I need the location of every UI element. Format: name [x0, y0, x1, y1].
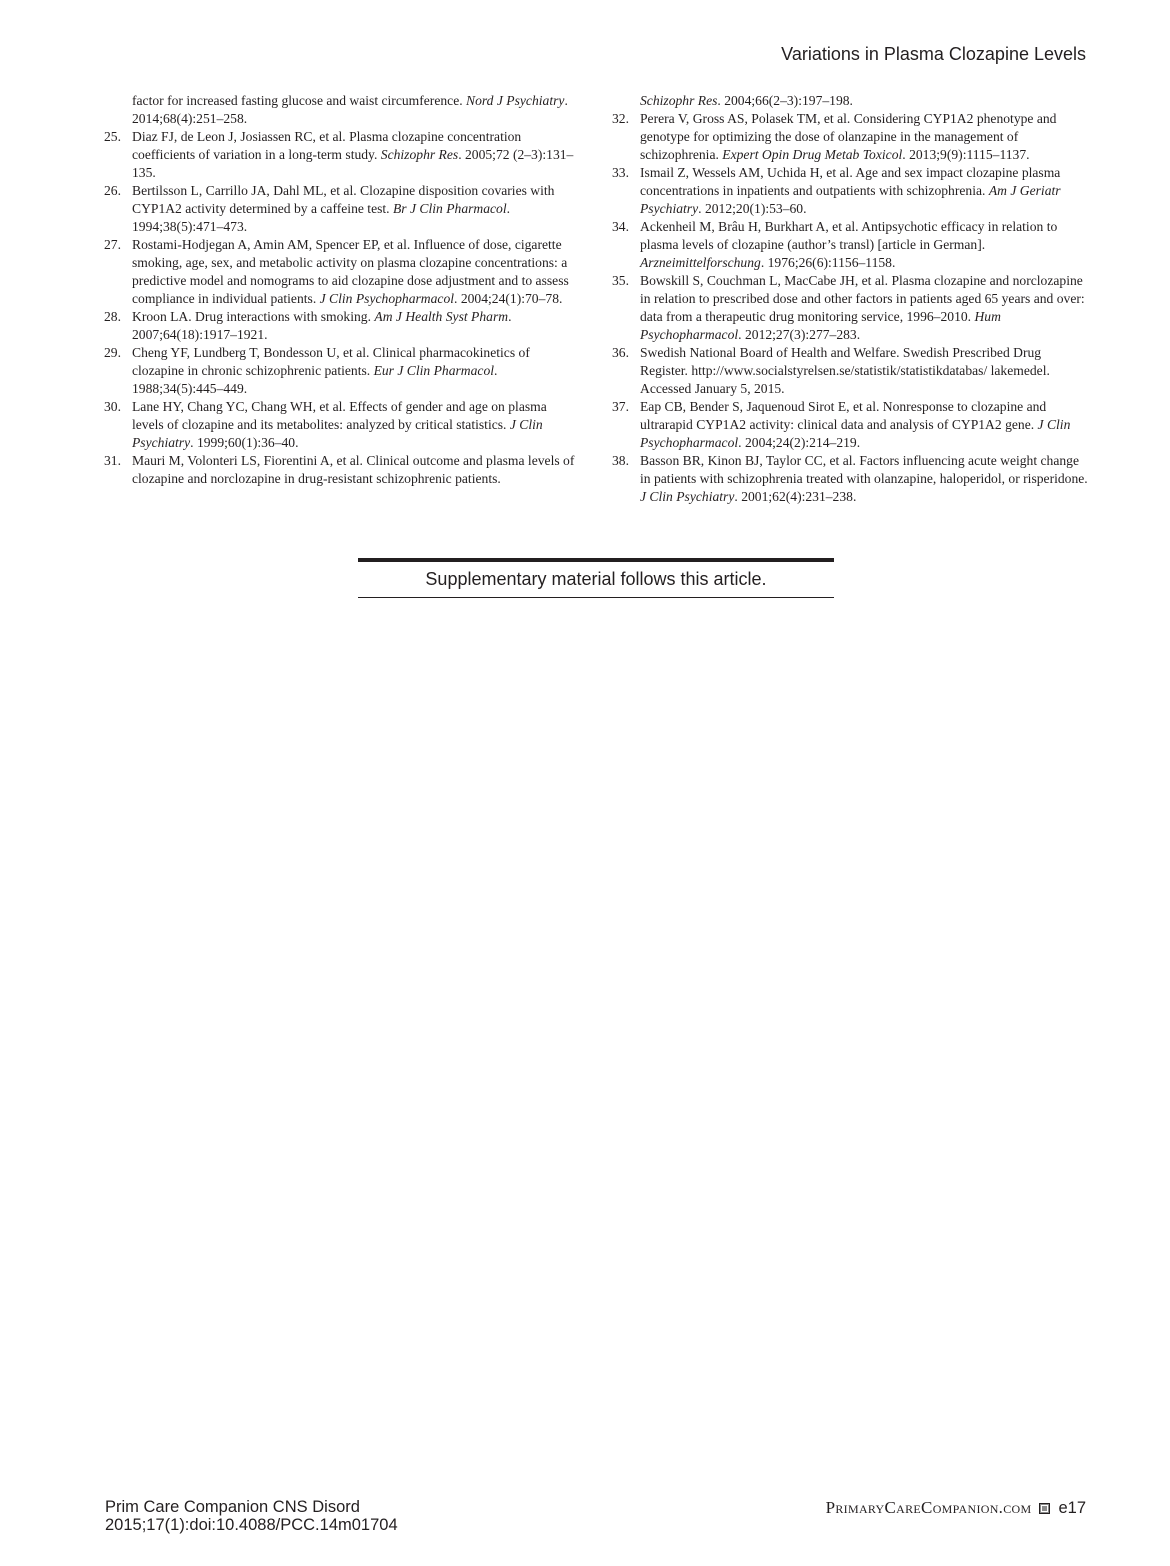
running-head-title: Variations in Plasma Clozapine Levels — [781, 44, 1086, 64]
reference-journal: J Clin Psychopharmacol — [319, 291, 455, 306]
reference-segment: Cheng YF, Lundberg T, Bondesson U, et al. Clinical pharmacokinetics of clozapine in chronic schizophrenic patients. — [132, 345, 530, 378]
reference-journal: Eur J Clin Pharmacol — [373, 363, 495, 378]
references-left-column — [104, 92, 580, 488]
reference-number: 28. — [104, 309, 121, 324]
reference-item — [612, 164, 1090, 218]
page-number: e17 — [1058, 1498, 1086, 1517]
reference-segment: . 2012;27(3):277–283. — [738, 327, 861, 342]
reference-segment: Diaz FJ, de Leon J, Josiassen RC, et al. Plasma clozapine concentration coefficients of variation in a long-term study. — [132, 129, 522, 162]
reference-segment: . 2014;68(4):251–258. — [132, 93, 568, 126]
reference-item — [104, 182, 580, 236]
reference-segment: factor for increased fasting glucose and waist circumference. — [132, 93, 467, 108]
reference-segment: Bowskill S, Couchman L, MacCabe JH, et al. Plasma clozapine and norclozapine in relation to prescribed dose and other factors in patients aged 65 years and over: data from a therapeutic drug monitoring service, 1996–2010. — [640, 273, 1085, 324]
reference-text — [132, 344, 580, 398]
reference-item — [104, 236, 580, 308]
reference-segment: Perera V, Gross AS, Polasek TM, et al. Considering CYP1A2 phenotype and genotype for optimizing the dose of olanzapine in the management of schizophrenia. — [640, 111, 1057, 162]
reference-item — [104, 92, 580, 128]
reference-segment: . 2004;24(2):214–219. — [738, 435, 861, 450]
reference-number: 37. — [612, 399, 629, 414]
reference-segment: . 2013;9(9):1115–1137. — [902, 147, 1030, 162]
reference-text — [640, 218, 1090, 272]
reference-journal: Nord J Psychiatry — [466, 93, 565, 108]
reference-number: 36. — [612, 345, 629, 360]
footer-citation-block — [105, 1498, 398, 1534]
reference-journal: Am J Health Syst Pharm — [374, 309, 509, 324]
reference-number: 31. — [104, 453, 121, 468]
reference-item — [612, 218, 1090, 272]
reference-text — [132, 452, 580, 488]
reference-journal: Am J Geriatr Psychiatry — [640, 183, 1061, 216]
reference-segment: . 2012;20(1):53–60. — [698, 201, 807, 216]
reference-item — [612, 452, 1090, 506]
reference-text — [640, 272, 1090, 344]
reference-segment: . 1999;60(1):36–40. — [190, 435, 299, 450]
reference-text — [640, 452, 1090, 506]
reference-segment: . 2004;66(2–3):197–198. — [717, 93, 853, 108]
footer-journal: Prim Care Companion CNS Disord — [105, 1498, 360, 1516]
reference-item — [612, 272, 1090, 344]
reference-segment: Lane HY, Chang YC, Chang WH, et al. Effects of gender and age on plasma levels of clozapine and its metabolites: analyzed by critical statistics. — [132, 399, 547, 432]
reference-item — [612, 344, 1090, 398]
reference-text — [640, 344, 1090, 398]
reference-segment: . 1988;34(5):445–449. — [132, 363, 498, 396]
footer-site-block — [826, 1498, 1086, 1518]
reference-segment: Mauri M, Volonteri LS, Fiorentini A, et al. Clinical outcome and plasma levels of clozapine and norclozapine in drug-resistant schizophrenic patients. — [132, 453, 575, 486]
reference-item — [104, 128, 580, 182]
square-icon — [1039, 1503, 1050, 1514]
reference-number: 35. — [612, 273, 629, 288]
references-right-column — [612, 92, 1090, 506]
reference-text — [132, 182, 580, 236]
reference-text — [640, 110, 1090, 164]
reference-number: 27. — [104, 237, 121, 252]
reference-item — [104, 398, 580, 452]
reference-journal: Arzneimittelforschung — [640, 255, 761, 270]
reference-item — [612, 92, 1090, 110]
reference-text — [132, 308, 580, 344]
reference-segment: Rostami-Hodjegan A, Amin AM, Spencer EP, et al. Influence of dose, cigarette smoking, age, sex, and metabolic activity on plasma clozapine concentrations: a predictive model and nomograms to aid clozapine dose adjustment and to assess compliance in individual patients. — [132, 237, 569, 306]
reference-segment: Bertilsson L, Carrillo JA, Dahl ML, et al. Clozapine disposition covaries with CYP1A2 activity determined by a caffeine test. — [132, 183, 555, 216]
reference-segment: Kroon LA. Drug interactions with smoking. — [132, 309, 375, 324]
footer-doi: 2015;17(1):doi:10.4088/PCC.14m01704 — [105, 1516, 398, 1534]
reference-journal: Schizophr Res — [380, 147, 459, 162]
reference-segment: Eap CB, Bender S, Jaquenoud Sirot E, et al. Nonresponse to clozapine and ultrarapid CYP1A2 activity: clinical data and analysis of CYP1A2 gene. — [640, 399, 1047, 432]
reference-text — [132, 128, 580, 182]
reference-number: 25. — [104, 129, 121, 144]
reference-segment: . 1976;26(6):1156–1158. — [760, 255, 896, 270]
reference-item — [104, 452, 580, 488]
reference-segment: Swedish National Board of Health and Welfare. Swedish Prescribed Drug Register. http://www.socialstyrelsen.se/statistik/statistikdatabas/ lakemedel. Accessed January 5, 2015. — [640, 345, 1050, 396]
reference-item — [612, 398, 1090, 452]
reference-journal: Br J Clin Pharmacol — [392, 201, 507, 216]
reference-text — [640, 398, 1090, 452]
reference-number: 30. — [104, 399, 121, 414]
supplementary-note: Supplementary material follows this article. — [358, 558, 834, 598]
reference-segment: . 1994;38(5):471–473. — [132, 201, 511, 234]
reference-segment: Basson BR, Kinon BJ, Taylor CC, et al. Factors influencing acute weight change in patients with schizophrenia treated with olanzapine, haloperidol, or risperidone. — [640, 453, 1088, 486]
reference-number: 33. — [612, 165, 629, 180]
reference-text — [132, 236, 580, 308]
reference-segment: Ackenheil M, Brâu H, Burkhart A, et al. Antipsychotic efficacy in relation to plasma levels of clozapine (author’s transl) [article in German]. — [640, 219, 1058, 252]
reference-text — [132, 398, 580, 452]
reference-text — [640, 164, 1090, 218]
reference-number: 26. — [104, 183, 121, 198]
reference-text — [132, 92, 580, 128]
reference-item — [104, 344, 580, 398]
reference-item — [104, 308, 580, 344]
reference-item — [612, 110, 1090, 164]
reference-journal: J Clin Psychiatry — [640, 489, 735, 504]
reference-journal: Hum Psychopharmacol — [640, 309, 1001, 342]
footer-website: PrimaryCareCompanion.com — [825, 1498, 1032, 1517]
reference-number: 32. — [612, 111, 629, 126]
reference-segment: . 2007;64(18):1917–1921. — [132, 309, 512, 342]
reference-number: 38. — [612, 453, 629, 468]
reference-journal: J Clin Psychopharmacol — [640, 417, 1071, 450]
reference-number: 29. — [104, 345, 121, 360]
reference-segment: . 2001;62(4):231–238. — [734, 489, 857, 504]
reference-segment: Ismail Z, Wessels AM, Uchida H, et al. Age and sex impact clozapine plasma concentrations in inpatients and outpatients with schizophrenia. — [640, 165, 1061, 198]
reference-journal: Expert Opin Drug Metab Toxicol — [722, 147, 903, 162]
reference-text — [640, 92, 1090, 110]
reference-journal: Schizophr Res — [640, 93, 718, 108]
reference-segment: . 2005;72 (2–3):131–135. — [132, 147, 574, 180]
reference-number: 34. — [612, 219, 629, 234]
reference-journal: J Clin Psychiatry — [132, 417, 543, 450]
reference-segment: . 2004;24(1):70–78. — [454, 291, 563, 306]
